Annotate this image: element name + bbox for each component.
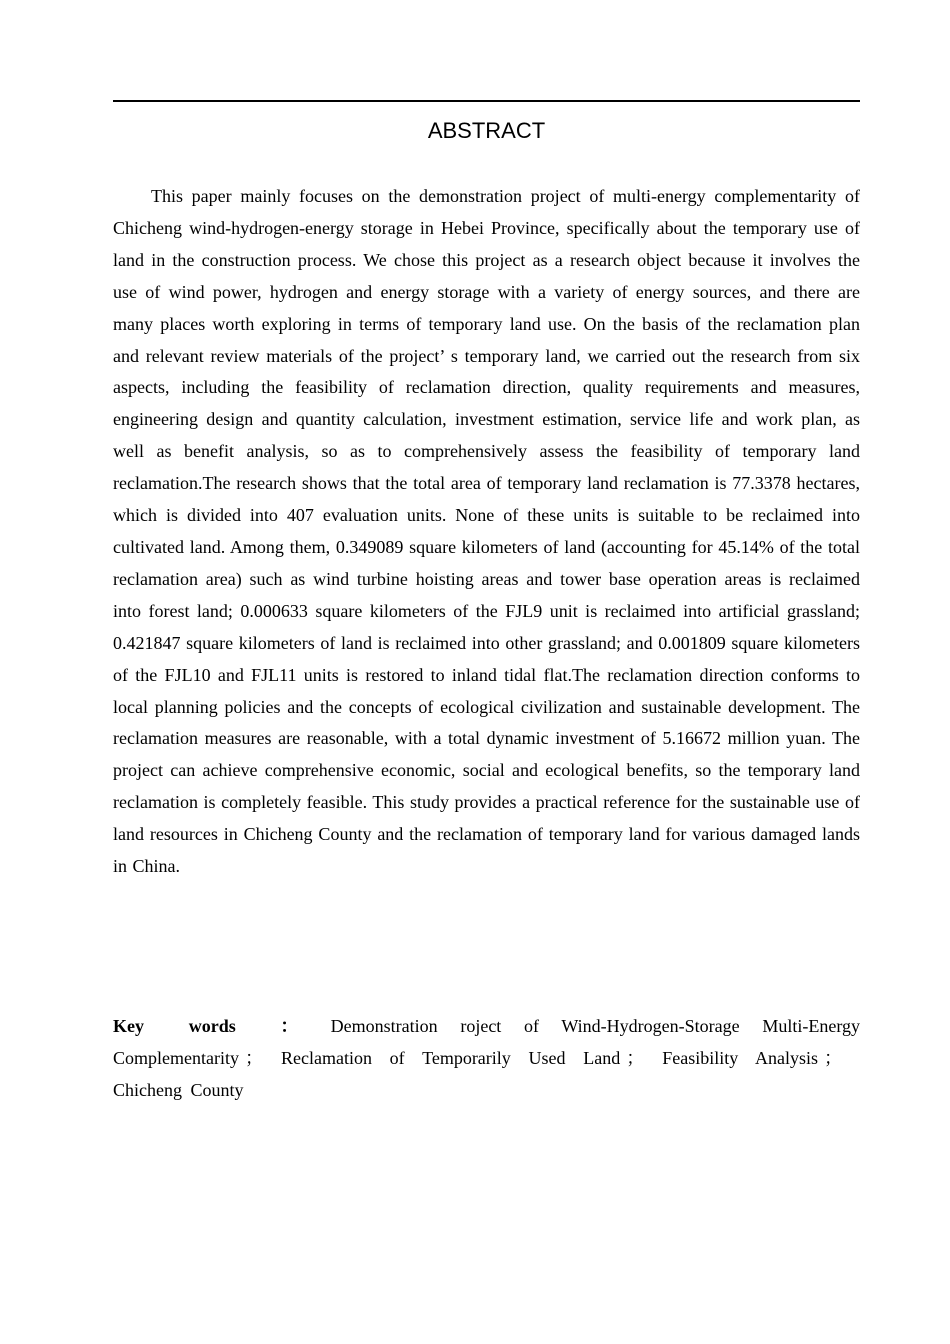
keyword-item: Demonstration roject of Wind-Hydrogen-Storage Multi-Energy Complementarity: [113, 1016, 860, 1068]
abstract-heading: ABSTRACT: [427, 118, 546, 143]
keywords-line: [113, 1010, 860, 1106]
keyword-separator: ；: [626, 1048, 645, 1068]
abstract-paragraph: This paper mainly focuses on the demonstration project of multi-energy complementarity of Chicheng wind-hydrogen-energy storage in Hebei Province, specifically about the temporary use of land in the construction process. We chose this project as a research object because it involves the use of wind power, hydrogen and energy storage with a variety of energy sources, and there are many places worth exploring in terms of temporary land use. On the basis of the reclamation plan and relevant review materials of the project’ s temporary land, we carried out the research from six aspects, including the feasibility of reclamation direction, quality requirements and measures, engineering design and quantity calculation, investment estimation, service life and work plan, as well as benefit analysis, so as to comprehensively assess the feasibility of temporary land reclamation.The research shows that the total area of temporary land reclamation is 77.3378 hectares, which is divided into 407 evaluation units. None of these units is suitable to be reclaimed into cultivated land. Among them, 0.349089 square kilometers of land (accounting for 45.14% of the total reclamation area) such as wind turbine hoisting areas and tower base operation areas is reclaimed into forest land; 0.000633 square kilometers of the FJL9 unit is reclaimed into artificial grassland; 0.421847 square kilometers of land is reclaimed into other grassland; and 0.001809 square kilometers of the FJL10 and FJL11 units is restored to inland tidal flat.The reclamation direction conforms to local planning policies and the concepts of ecological civilization and sustainable development. The reclamation measures are reasonable, with a total dynamic investment of 5.16672 million yuan. The project can achieve comprehensive economic, social and ecological benefits, so the temporary land reclamation is completely feasible. This study provides a practical reference for the sustainable use of land resources in Chicheng County and the reclamation of temporary land for various damaged lands in China.: [113, 186, 860, 877]
keywords-label: Key words ：: [113, 1016, 313, 1036]
keyword-item: Feasibility Analysis: [662, 1048, 818, 1068]
keyword-item: Chicheng County: [113, 1080, 244, 1100]
header-rule: [113, 100, 860, 102]
keyword-item: Reclamation of Temporarily Used Land: [280, 1048, 621, 1068]
keyword-separator: ；: [244, 1048, 263, 1068]
keyword-separator: ；: [824, 1048, 842, 1068]
